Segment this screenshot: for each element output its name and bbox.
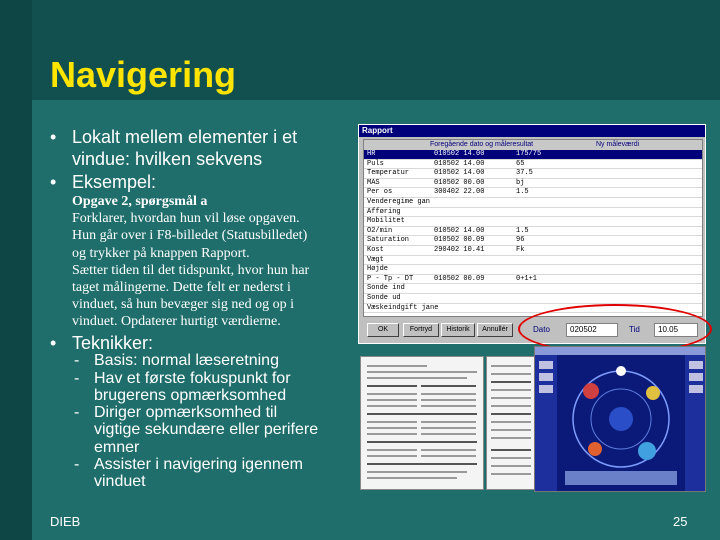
row-name: MAS — [367, 178, 380, 187]
row-name: Puls — [367, 159, 384, 168]
technique-line: Hav et første fokuspunkt for — [94, 369, 291, 387]
table-row[interactable] — [364, 217, 702, 227]
rapport-title: Rapport — [359, 125, 705, 137]
technique-line: emner — [94, 438, 140, 456]
grid-header — [364, 140, 702, 150]
dash-icon: - — [74, 352, 80, 369]
table-row[interactable] — [364, 179, 702, 189]
table-row[interactable] — [364, 275, 702, 285]
orbit-diagram-icon — [535, 347, 706, 492]
row-name: Saturation — [367, 236, 410, 245]
row-date: 010502 14.00 — [434, 150, 485, 158]
example-paragraph — [72, 193, 352, 331]
row-value: bj — [516, 178, 525, 187]
row-name: Højde — [367, 265, 389, 274]
example-line: Hun går over i F8-billedet (Statusbilledet) — [72, 228, 308, 244]
technique-item — [74, 404, 359, 456]
col-new-header: Ny måleværdi — [596, 141, 640, 148]
row-name: P - Tp - DT — [367, 274, 414, 283]
row-name: HR — [367, 150, 376, 158]
table-row[interactable] — [364, 160, 702, 170]
table-row[interactable] — [364, 150, 702, 160]
tid-label: Tid — [629, 325, 640, 334]
row-date: 300402 22.00 — [434, 188, 485, 197]
technique-item — [74, 456, 359, 491]
ok-button[interactable]: OK — [367, 323, 399, 337]
dash-icon: - — [74, 456, 80, 473]
example-line: vinduet. Opdaterer hurtigt værdierne. — [72, 314, 281, 330]
row-name: Temperatur — [367, 169, 410, 178]
dato-input[interactable]: 020502 — [566, 323, 618, 337]
row-name: Kost — [367, 246, 384, 254]
row-date: 010502 00.00 — [434, 178, 485, 187]
example-line: Forklarer, hvordan hun vil løse opgaven. — [72, 211, 300, 227]
row-date: 010502 00.09 — [434, 274, 485, 283]
example-line: Sætter tiden til det tidspunkt, hvor hun har — [72, 262, 310, 278]
row-name: Venderegime gan — [367, 198, 431, 206]
example-line: og trykker på knappen Rapport. — [72, 245, 250, 261]
technique-line: Basis: normal læseretning — [94, 352, 279, 369]
document-thumbnail — [360, 356, 484, 490]
technique-line: Diriger opmærksomhed til — [94, 404, 278, 421]
table-row[interactable] — [364, 188, 702, 198]
technique-line: brugerens opmærksomhed — [94, 386, 287, 404]
row-value: 175/75 — [516, 150, 542, 158]
table-row[interactable] — [364, 169, 702, 179]
bullet-text: Teknikker: — [72, 333, 154, 353]
table-row[interactable] — [364, 208, 702, 218]
table-row[interactable] — [364, 265, 702, 275]
footer-label: DIEB — [50, 514, 81, 529]
table-row[interactable] — [364, 256, 702, 266]
row-name: Sonde ind — [367, 284, 405, 293]
table-row[interactable] — [364, 246, 702, 256]
table-row[interactable] — [364, 227, 702, 237]
bullet-dot-icon: • — [50, 333, 57, 353]
row-name: Væskeindgift jane — [367, 303, 439, 312]
row-date: 010502 14.00 — [434, 159, 485, 168]
navigation-screen-image — [534, 346, 706, 492]
table-row[interactable] — [364, 294, 702, 304]
dash-icon: - — [74, 404, 80, 421]
row-value: 37.5 — [516, 169, 533, 178]
bullet-dot-icon: • — [50, 127, 57, 147]
row-date: 010502 14.00 — [434, 226, 485, 235]
row-name: O2/min — [367, 226, 393, 235]
row-name: Afføring — [367, 207, 401, 216]
row-value: 1.5 — [516, 188, 529, 197]
table-row[interactable] — [364, 236, 702, 246]
technique-line: vigtige sekundære eller perifere — [94, 421, 319, 439]
bullet-techniques — [50, 332, 154, 354]
fortryd-button[interactable]: Fortryd — [403, 323, 439, 337]
row-date: 010502 00.09 — [434, 236, 485, 245]
example-heading: Opgave 2, spørgsmål a — [72, 194, 208, 209]
table-row[interactable] — [364, 198, 702, 208]
row-name: Per os — [367, 188, 393, 197]
example-line: vinduet, så hun bevæger sig ned og op i — [72, 297, 295, 313]
document-thumbnail — [486, 356, 536, 490]
left-band — [0, 0, 32, 540]
technique-line: Assister i navigering igennem — [94, 456, 303, 473]
row-value: 0+1+1 — [516, 274, 538, 283]
row-value: 1.5 — [516, 226, 529, 235]
table-row[interactable] — [364, 284, 702, 294]
row-value: 96 — [516, 236, 525, 245]
row-date: 290402 10.41 — [434, 246, 485, 254]
annuller-button[interactable]: Annullér — [477, 323, 513, 337]
dato-label: Dato — [533, 325, 550, 334]
page-number: 25 — [673, 514, 688, 529]
dash-icon: - — [74, 369, 80, 387]
row-name: Mobilitet — [367, 217, 405, 226]
bullet-local-navigation — [50, 126, 298, 170]
technique-item — [74, 369, 359, 405]
bullet-text: Eksempel: — [72, 172, 157, 192]
row-value: Fk — [516, 246, 525, 254]
row-name: Sonde ud — [367, 294, 401, 302]
bullet-text-line2: vindue: hvilken sekvens — [72, 149, 263, 169]
historik-button[interactable]: Historik — [441, 323, 475, 337]
bullet-dot-icon: • — [50, 172, 57, 192]
row-date: 010502 14.00 — [434, 169, 485, 178]
row-value: 65 — [516, 159, 525, 168]
technique-line: vinduet — [94, 473, 146, 491]
bullet-example — [50, 171, 157, 193]
rapport-grid — [363, 139, 703, 317]
slide-title: Navigering — [50, 54, 237, 95]
col-previous-header: Foregående dato og måleresultat — [430, 141, 534, 148]
example-line: taget målingerne. Dette felt er nederst i — [72, 280, 291, 296]
row-name: Vægt — [367, 255, 384, 264]
technique-item — [74, 352, 359, 369]
bullet-text-line1: Lokalt mellem elementer i et — [72, 127, 298, 147]
tid-input[interactable]: 10.05 — [654, 323, 698, 337]
